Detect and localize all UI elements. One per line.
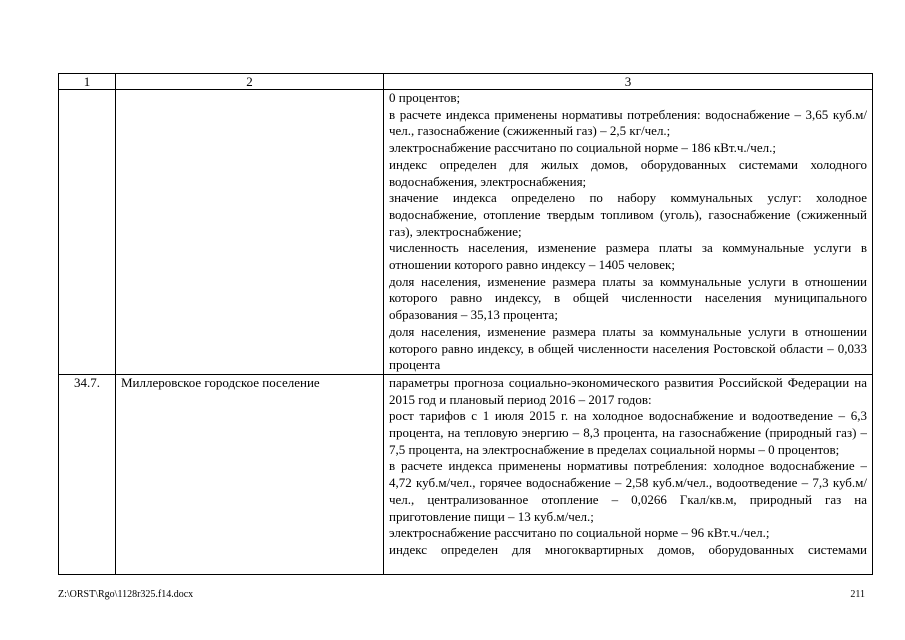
municipality-name-cell — [116, 90, 384, 375]
column-header-1: 1 — [59, 74, 116, 90]
description-paragraph: 0 процентов; — [389, 90, 461, 105]
row-number-cell — [59, 90, 116, 375]
description-paragraph: значение индекса определено по набору коммунальных услуг: холодное водоснабжение, отопление твердым топливом (уголь), газоснабжение (сжиженный газ), электроснабжение; — [389, 190, 867, 239]
table-row — [59, 374, 873, 574]
description-paragraph: в расчете индекса применены нормативы потребления: водоснабжение – 3,65 куб.м/чел., газоснабжение (сжиженный газ) – 2,5 кг/чел.; — [389, 106, 867, 139]
header-row — [59, 74, 873, 90]
description-paragraph: рост тарифов с 1 июля 2015 г. на холодное водоснабжение и водоотведение – 6,3 процента, на тепловую энергию – 8,3 процента, на газоснабжение (природный газ) – 7,5 процента, на электроснабжение в пределах социальной нормы – 0 процентов; — [389, 408, 867, 457]
description-paragraph: доля населения, изменение размера платы за коммунальные услуги в отношении которого равно индексу, в общей численности населения Ростовской области – 0,033 процента — [389, 323, 867, 373]
table-row — [59, 90, 873, 375]
description-paragraph: индекс определен для многоквартирных домов, оборудованных системами — [389, 541, 867, 557]
data-table — [58, 73, 873, 575]
municipality-name-cell: Миллеровское городское поселение — [116, 374, 384, 574]
footer-page-number: 211 — [850, 589, 865, 600]
row-number-cell: 34.7. — [59, 374, 116, 574]
description-cell — [384, 374, 873, 574]
column-header-3: 3 — [384, 74, 873, 90]
description-paragraph: электроснабжение рассчитано по социальной норме – 96 кВт.ч./чел.; — [389, 525, 770, 541]
description-paragraph: доля населения, изменение размера платы за коммунальные услуги в отношении которого равно индексу, в общей численности населения муниципального образования – 35,13 процента; — [389, 273, 867, 323]
description-paragraph: электроснабжение рассчитано по социальной норме – 186 кВт.ч./чел.; — [389, 140, 776, 156]
footer-file-path: Z:\ORST\Rgo\1128r325.f14.docx — [58, 589, 194, 600]
description-paragraph: индекс определен для жилых домов, оборудованных системами холодного водоснабжения, электроснабжения; — [389, 156, 867, 189]
description-paragraph: в расчете индекса применены нормативы потребления: холодное водоснабжение – 4,72 куб.м/чел., горячее водоснабжение – 2,58 куб.м/чел., водоотведение – 7,3 куб.м/чел., централизованное отопление – 0,0266 Гкал/кв.м, природный газ на приготовление пищи – 13 куб.м/чел.; — [389, 458, 867, 524]
column-header-2: 2 — [116, 74, 384, 90]
description-cell — [384, 90, 873, 375]
description-paragraph: параметры прогноза социально-экономического развития Российской Федерации на 2015 год и плановый период 2016 – 2017 годов: — [389, 374, 867, 407]
description-paragraph: численность населения, изменение размера платы за коммунальные услуги в отношении которого равно индексу – 1405 человек; — [389, 240, 867, 273]
